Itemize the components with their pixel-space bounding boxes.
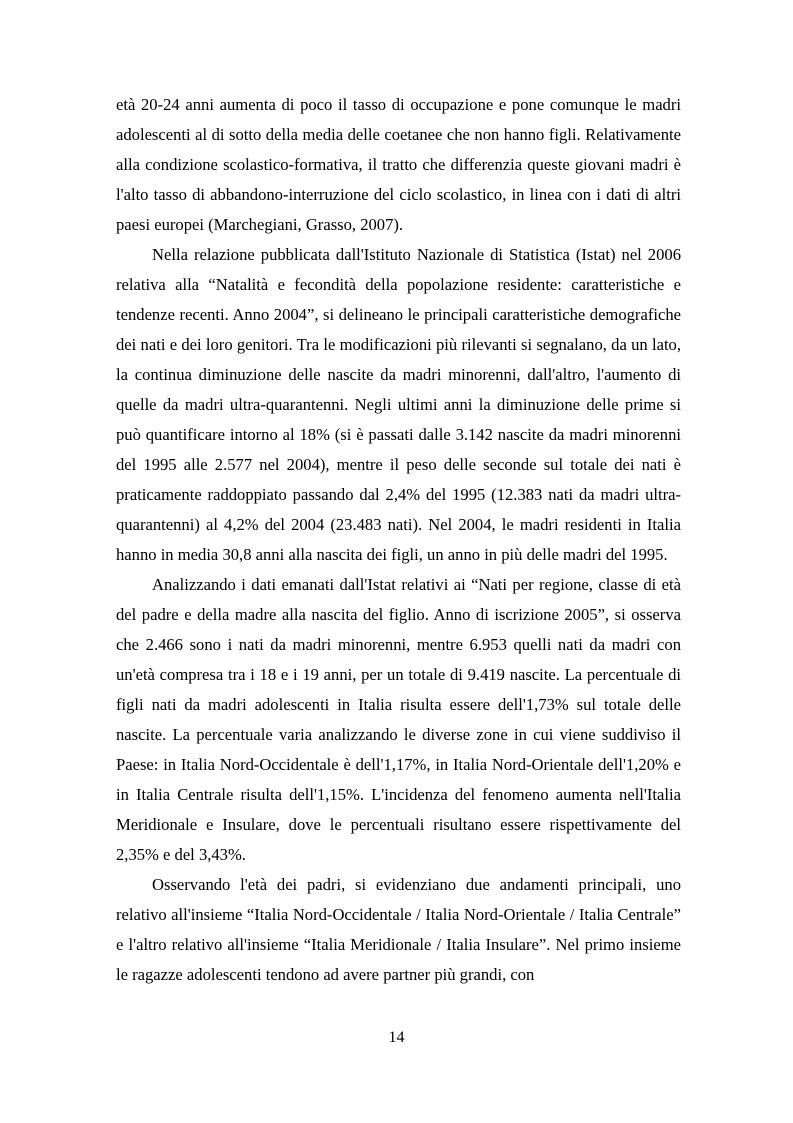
page-number: 14: [388, 1029, 405, 1046]
paragraph-fathers-age: Osservando l'età dei padri, si evidenziano due andamenti principali, uno relativo all'insieme “Italia Nord-Occidentale / Italia Nord-Orientale / Italia Centrale” e l'altro relativo all'insieme “Italia Meridionale / Italia Insulare”. Nel primo insieme le ragazze adolescenti tendono ad avere partner più grandi, con: [116, 875, 681, 984]
paragraph-istat-report-2006: Nella relazione pubblicata dall'Istituto Nazionale di Statistica (Istat) nel 2006 relativa alla “Natalità e fecondità della popolazione residente: caratteristiche e tendenze recenti. Anno 2004”, si delineano le principali caratteristiche demografiche dei nati e dei loro genitori. Tra le modificazioni più rilevanti si segnalano, da un lato, la continua diminuzione delle nascite da madri minorenni, dall'altro, l'aumento di quelle da madri ultra-quarantenni. Negli ultimi anni la diminuzione delle prime si può quantificare intorno al 18% (si è passati dalle 3.142 nascite da madri minorenni del 1995 alle 2.577 nel 2004), mentre il peso delle seconde sul totale dei nati è praticamente raddoppiato passando dal 2,4% del 1995 (12.383 nati da madri ultra-quarantenni) al 4,2% del 2004 (23.483 nati). Nel 2004, le madri residenti in Italia hanno in media 30,8 anni alla nascita dei figli, un anno in più delle madri del 1995.: [116, 245, 681, 564]
page-body: [116, 90, 681, 990]
paragraph-births-by-region-2005: Analizzando i dati emanati dall'Istat relativi ai “Nati per regione, classe di età del padre e della madre alla nascita del figlio. Anno di iscrizione 2005”, si osserva che 2.466 sono i nati da madri minorenni, mentre 6.953 quelli nati da madri con un'età compresa tra i 18 e i 19 anni, per un totale di 9.419 nascite. La percentuale di figli nati da madri adolescenti in Italia risulta essere dell'1,73% sul totale delle nascite. La percentuale varia analizzando le diverse zone in cui viene suddiviso il Paese: in Italia Nord-Occidentale è dell'1,17%, in Italia Nord-Orientale dell'1,20% e in Italia Centrale risulta dell'1,15%. L'incidenza del fenomeno aumenta nell'Italia Meridionale e Insulare, dove le percentuali risultano essere rispettivamente del 2,35% e del 3,43%.: [116, 575, 681, 864]
paragraph-continuation: età 20-24 anni aumenta di poco il tasso di occupazione e pone comunque le madri adolescenti al di sotto della media delle coetanee che non hanno figli. Relativamente alla condizione scolastico-formativa, il tratto che differenzia queste giovani madri è l'alto tasso di abbandono-interruzione del ciclo scolastico, in linea con i dati di altri paesi europei (Marchegiani, Grasso, 2007).: [116, 95, 681, 234]
